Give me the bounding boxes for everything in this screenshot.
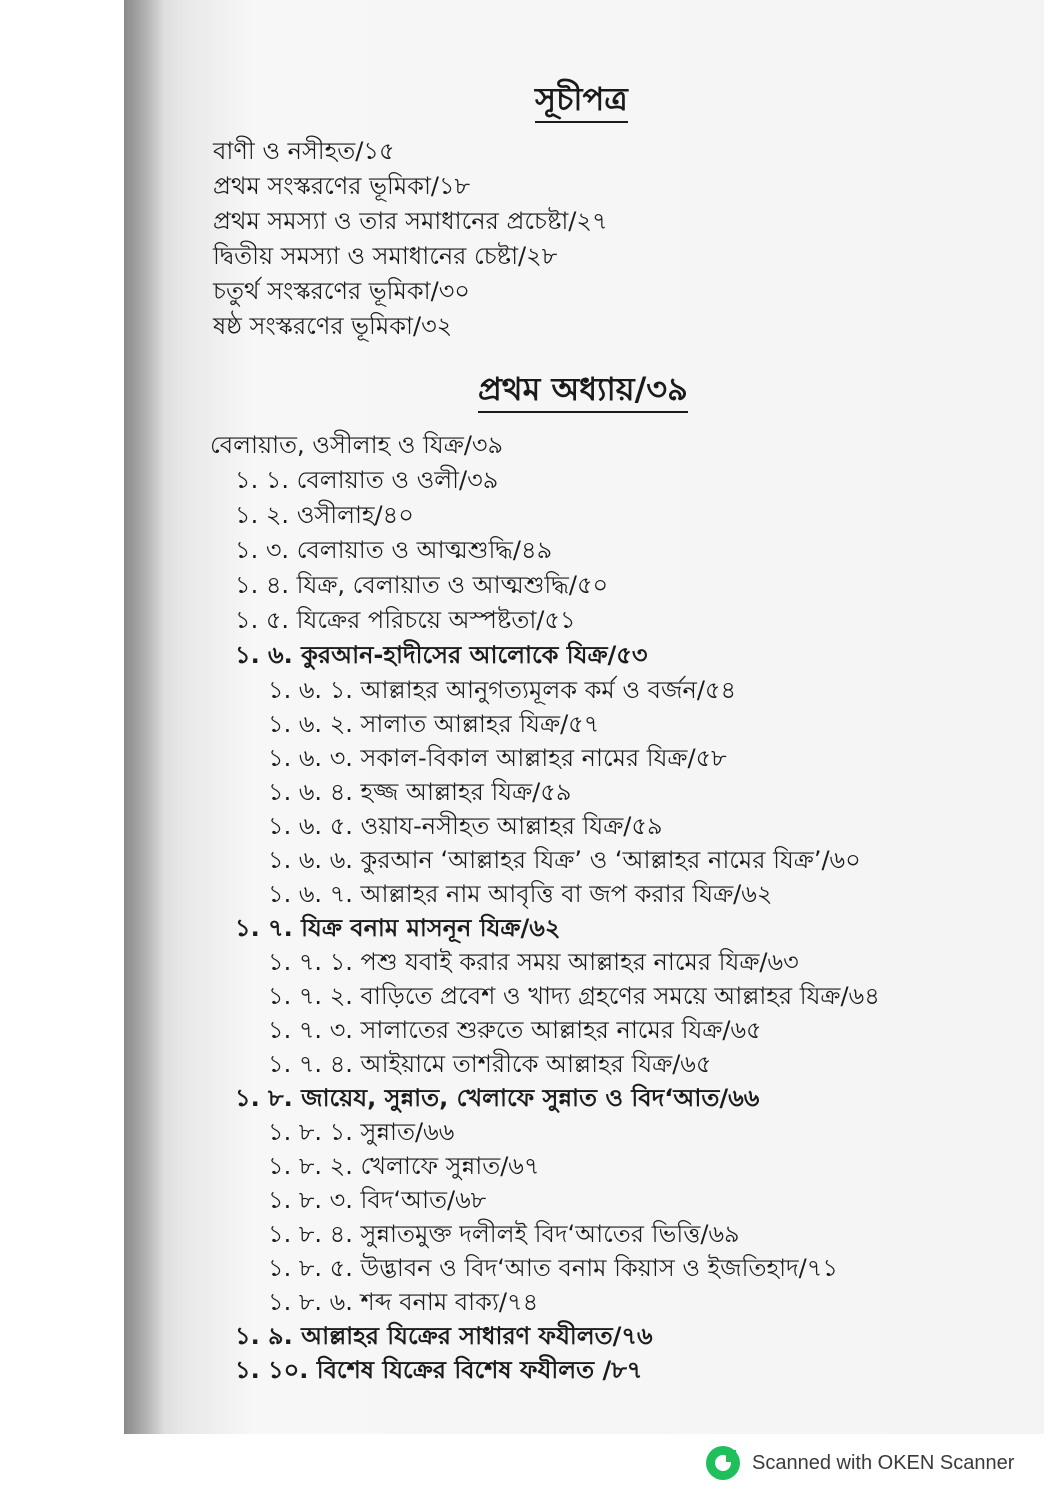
toc-entry: ১. ৮. ৫. উদ্ভাবন ও বিদ‘আত বনাম কিয়াস ও ইজতিহাদ/৭১ <box>268 1254 838 1282</box>
toc-entry: ১. ৭. ১. পশু যবাই করার সময় আল্লাহর নামের যিক্র/৬৩ <box>268 948 799 976</box>
toc-entry: ১. ৮. ৬. শব্দ বনাম বাক্য/৭৪ <box>268 1288 539 1316</box>
toc-entry: ১. ৫. যিক্রের পরিচয়ে অস্পষ্টতা/৫১ <box>235 606 576 634</box>
toc-entry: বাণী ও নসীহত/১৫ <box>213 137 395 165</box>
oken-scanner-logo-icon <box>706 1446 740 1480</box>
toc-entry: ১. ২. ওসীলাহ/৪০ <box>235 501 414 529</box>
toc-entry: বেলায়াত, ওসীলাহ ও যিক্র/৩৯ <box>210 431 504 459</box>
scanner-watermark-text: Scanned with OKEN Scanner <box>752 1451 1015 1474</box>
toc-entry: ১. ৮. জায়েয, সুন্নাত, খেলাফে সুন্নাত ও বিদ‘আত/৬৬ <box>235 1084 760 1112</box>
toc-entry: দ্বিতীয় সমস্যা ও সমাধানের চেষ্টা/২৮ <box>213 242 558 270</box>
toc-entry: ষষ্ঠ সংস্করণের ভূমিকা/৩২ <box>213 312 453 340</box>
toc-entry: ১. ১. বেলায়াত ও ওলী/৩৯ <box>235 466 499 494</box>
toc-entry: প্রথম সমস্যা ও তার সমাধানের প্রচেষ্টা/২৭ <box>213 207 608 235</box>
toc-entry: ১. ৬. ৫. ওয়ায-নসীহত আল্লাহর যিক্র/৫৯ <box>268 812 663 840</box>
toc-entry: ১. ৮. ২. খেলাফে সুন্নাত/৬৭ <box>268 1152 540 1180</box>
chapter-heading: প্রথম অধ্যায়/৩৯ <box>478 370 688 413</box>
toc-entry: ১. ৬. ১. আল্লাহর আনুগত্যমূলক কর্ম ও বর্জন/৫৪ <box>268 676 737 704</box>
toc-entry: ১. ৮. ৩. বিদ‘আত/৬৮ <box>268 1186 487 1214</box>
toc-entry: ১. ৮. ১. সুন্নাত/৬৬ <box>268 1118 455 1146</box>
toc-entry: চতুর্থ সংস্করণের ভূমিকা/৩০ <box>213 277 470 305</box>
toc-entry: ১. ৭. ৩. সালাতের শুরুতে আল্লাহর নামের যিক্র/৬৫ <box>268 1016 762 1044</box>
book-gutter-shadow <box>124 0 164 1434</box>
toc-entry: ১. ৬. ২. সালাত আল্লাহর যিক্র/৫৭ <box>268 710 600 738</box>
toc-entry: ১. ৭. ২. বাড়িতে প্রবেশ ও খাদ্য গ্রহণের সময়ে আল্লাহর যিক্র/৬৪ <box>268 982 880 1010</box>
toc-entry: ১. ৬. ৪. হজ্জ আল্লাহর যিক্র/৫৯ <box>268 778 572 806</box>
toc-entry: ১. ৪. যিক্র, বেলায়াত ও আত্মশুদ্ধি/৫০ <box>235 571 609 599</box>
toc-entry: ১. ৭. ৪. আইয়ামে তাশরীকে আল্লাহর যিক্র/৬৫ <box>268 1050 712 1078</box>
page-title: সূচীপত্র <box>535 80 628 123</box>
toc-entry: ১. ৩. বেলায়াত ও আত্মশুদ্ধি/৪৯ <box>235 536 553 564</box>
toc-entry: প্রথম সংস্করণের ভূমিকা/১৮ <box>213 172 471 200</box>
toc-entry: ১. ৬. ৭. আল্লাহর নাম আবৃত্তি বা জপ করার যিক্র/৬২ <box>268 880 773 908</box>
scanner-watermark <box>706 1445 1014 1481</box>
toc-entry: ১. ৮. ৪. সুন্নাতমুক্ত দলীলই বিদ‘আতের ভিত্তি/৬৯ <box>268 1220 740 1248</box>
toc-entry: ১. ৭. যিক্র বনাম মাসনূন যিক্র/৬২ <box>235 914 561 942</box>
toc-entry: ১. ১০. বিশেষ যিক্রের বিশেষ ফযীলত /৮৭ <box>235 1356 643 1384</box>
toc-entry: ১. ৬. ৬. কুরআন ‘আল্লাহর যিক্র’ ও ‘আল্লাহর নামের যিক্র’/৬০ <box>268 846 861 874</box>
toc-entry: ১. ৬. কুরআন-হাদীসের আলোকে যিক্র/৫৩ <box>235 641 648 669</box>
toc-entry: ১. ৯. আল্লাহর যিক্রের সাধারণ ফযীলত/৭৬ <box>235 1322 653 1350</box>
toc-entry: ১. ৬. ৩. সকাল-বিকাল আল্লাহর নামের যিক্র/৫৮ <box>268 744 727 772</box>
